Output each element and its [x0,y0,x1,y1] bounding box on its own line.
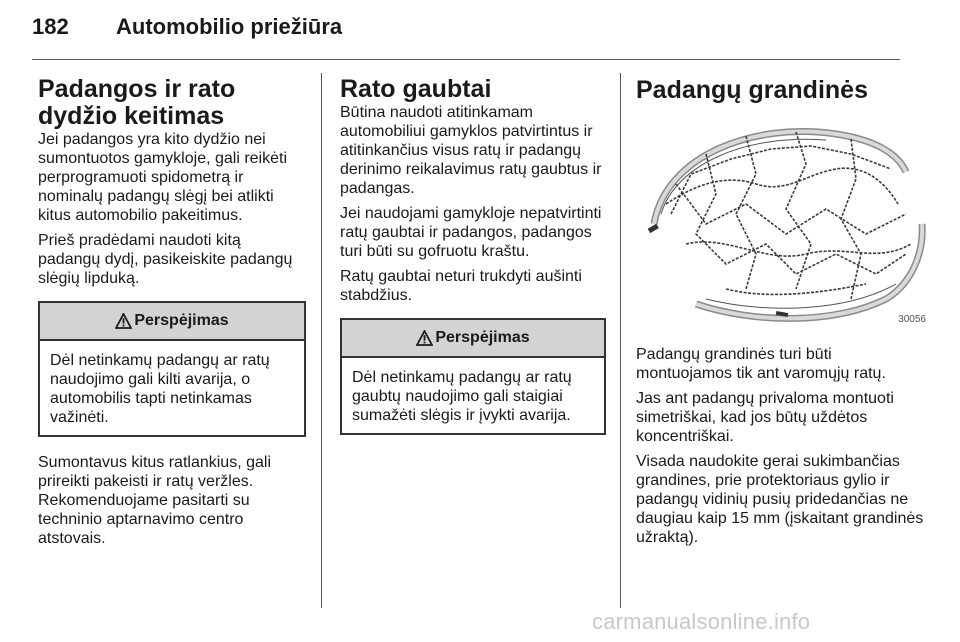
warning-text: Dėl netinkamų padangų ar ratų naudojimo gali kilti avarija, o automobilis tapti netinkamas važinėti. [50,352,270,426]
section-heading-tire-size: Padangos ir rato dydžio keitimas [38,75,236,130]
warning-header [342,320,604,358]
column-tire-size [38,76,306,548]
watermark: carmanualsonline.info [592,609,811,634]
warning-title: Perspėjimas [134,312,229,329]
paragraph: Padangų grandinės turi būti montuojamos tik ant varomųjų ratų. [636,346,886,382]
header-rule [32,59,900,60]
paragraph: Jas ant padangų privaloma montuoti simetriškai, kad jos būtų uždėtos koncentriškai. [636,390,894,445]
paragraph: Visada naudokite gerai sukimbančias grandines, prie protektoriaus gylio ir padangų vidinių pusių pridedančias ne daugiau kaip 15 mm (įskaitant grandinės užraktą). [636,453,924,546]
paragraph: Jei padangos yra kito dydžio nei sumontuotos gamykloje, gali reikėti perprogramuoti spidometrą ir nominalų padangų slėgį bei atlikti kitus automobilio pakeitimus. [38,131,288,224]
warning-header [40,303,304,341]
warning-triangle-icon [416,330,433,346]
warning-triangle-icon [115,313,132,329]
section-heading-wheel-covers: Rato gaubtai [340,75,492,103]
column-wheel-covers [340,76,606,435]
warning-text: Dėl netinkamų padangų ar ratų gaubtų naudojimo gali staigiai sumažėti slėgis ir įvykti avarija. [352,369,572,424]
column-tire-chains [636,76,928,547]
warning-box [38,301,306,437]
warning-title: Perspėjimas [435,329,530,346]
paragraph: Jei naudojami gamykloje nepatvirtinti ratų gaubtai ir padangos, padangos turi būti su gofruotu kraštu. [340,205,602,260]
paragraph: Prieš pradėdami naudoti kitą padangų dydį, pasikeiskite padangų slėgių lipduką. [38,232,293,287]
paragraph: Sumontavus kitus ratlankius, gali prireikti pakeisti ir ratų veržles. Rekomenduojame pasitarti su techninio aptarnavimo centro atstovais. [38,454,271,547]
column-divider-2 [620,73,621,608]
figure-code: 30056 [898,314,926,325]
page-header-title: Automobilio priežiūra [116,14,343,39]
paragraph: Būtina naudoti atitinkamam automobiliui gamyklos patvirtintus ir atitinkančius visus ratų ir padangų derinimo reikalavimus ratų gaubtus ir padangas. [340,104,602,197]
page-number: 182 [32,14,69,39]
warning-box [340,318,606,435]
tire-chains-illustration [636,114,928,329]
paragraph: Ratų gaubtai neturi trukdyti aušinti stabdžius. [340,268,582,304]
tire-chain-drawing [636,114,928,329]
column-divider-1 [321,73,322,608]
section-heading-tire-chains: Padangų grandinės [636,76,868,104]
